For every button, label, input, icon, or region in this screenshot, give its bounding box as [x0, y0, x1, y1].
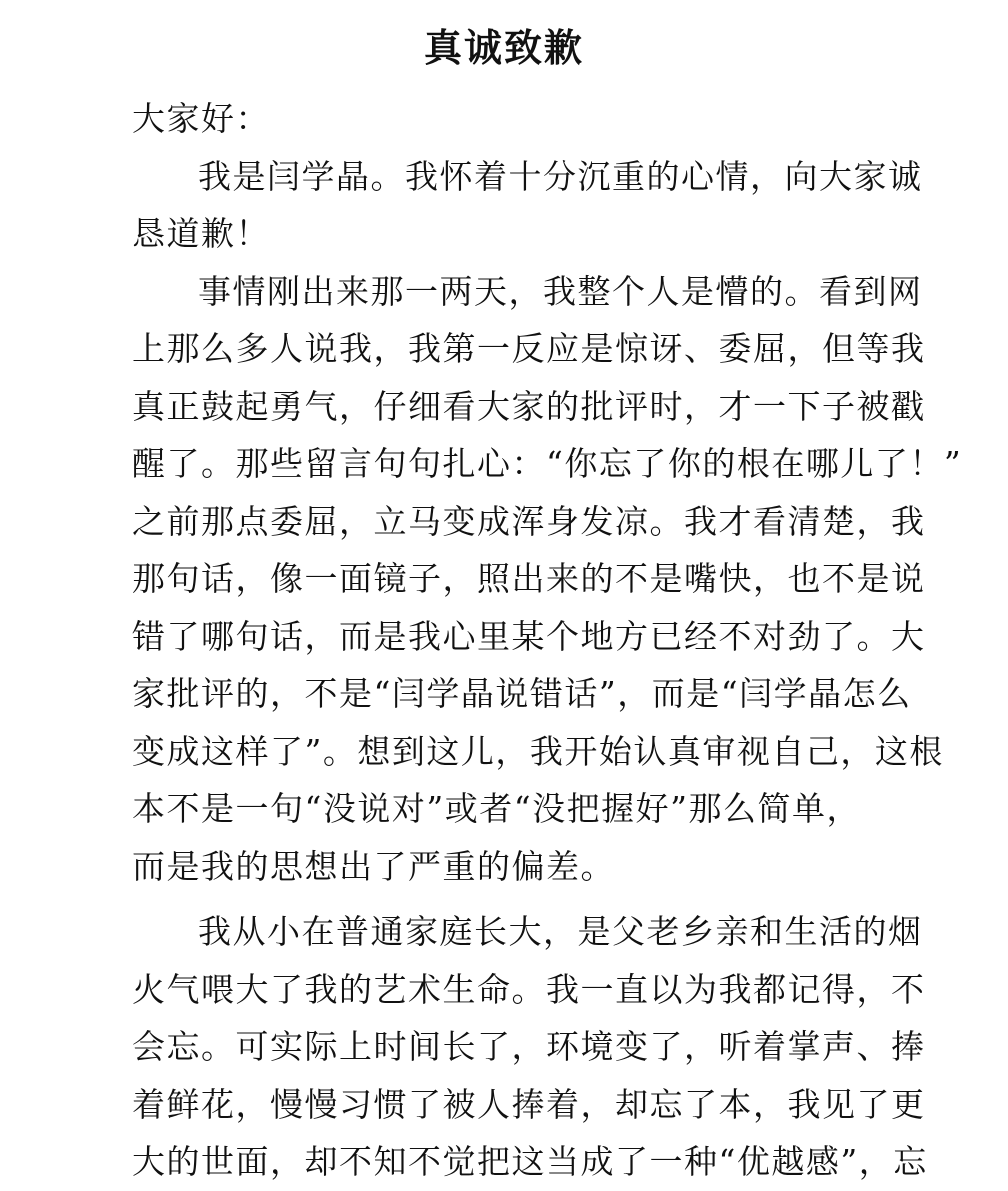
text-line: 本不是一句“没说对”或者“没把握好”那么简单， — [132, 789, 861, 828]
text-line: 恳道歉！ — [132, 214, 270, 253]
text-line: 我从小在普通家庭长大，是父老乡亲和生活的烟 — [198, 912, 923, 951]
text-line: 着鲜花，慢慢习惯了被人捧着，却忘了本，我见了更 — [132, 1084, 926, 1124]
text-line: 那句话，像一面镜子，照出来的不是嘴快，也不是说 — [132, 559, 926, 598]
text-line: 错了哪句话，而是我心里某个地方已经不对劲了。大 — [132, 616, 926, 656]
text-line: 会忘。可实际上时间长了，环境变了，听着掌声、捧 — [132, 1027, 926, 1066]
text-line: 事情刚出来那一两天，我整个人是懵的。看到网 — [198, 271, 923, 311]
text-line: 变成这样了”。想到这儿，我开始认真审视自己，这根 — [132, 731, 944, 771]
text-line: 上那么多人说我，我第一反应是惊讶、委屈，但等我 — [132, 329, 926, 368]
text-line: 醒了。那些留言句句扎心：“你忘了你的根在哪儿了！” — [132, 444, 963, 483]
text-line: 我是闫学晶。我怀着十分沉重的心情，向大家诚 — [198, 156, 923, 196]
document-title: 真诚致歉 — [423, 25, 584, 70]
text-line: 之前那点委屈，立马变成浑身发凉。我才看清楚，我 — [132, 501, 926, 541]
letter-body — [132, 90, 963, 1191]
greeting: 大家好： — [132, 99, 270, 138]
text-line: 而是我的思想出了严重的偏差。 — [132, 846, 615, 886]
text-line: 真正鼓起勇气，仔细看大家的批评时，才一下子被戳 — [132, 386, 926, 426]
text-line: 家批评的，不是“闫学晶说错话”，而是“闫学晶怎么 — [132, 674, 912, 713]
text-line: 大的世面，却不知不觉把这当成了一种“优越感”，忘 — [132, 1142, 928, 1181]
text-line: 火气喂大了我的艺术生命。我一直以为我都记得，不 — [132, 969, 926, 1009]
